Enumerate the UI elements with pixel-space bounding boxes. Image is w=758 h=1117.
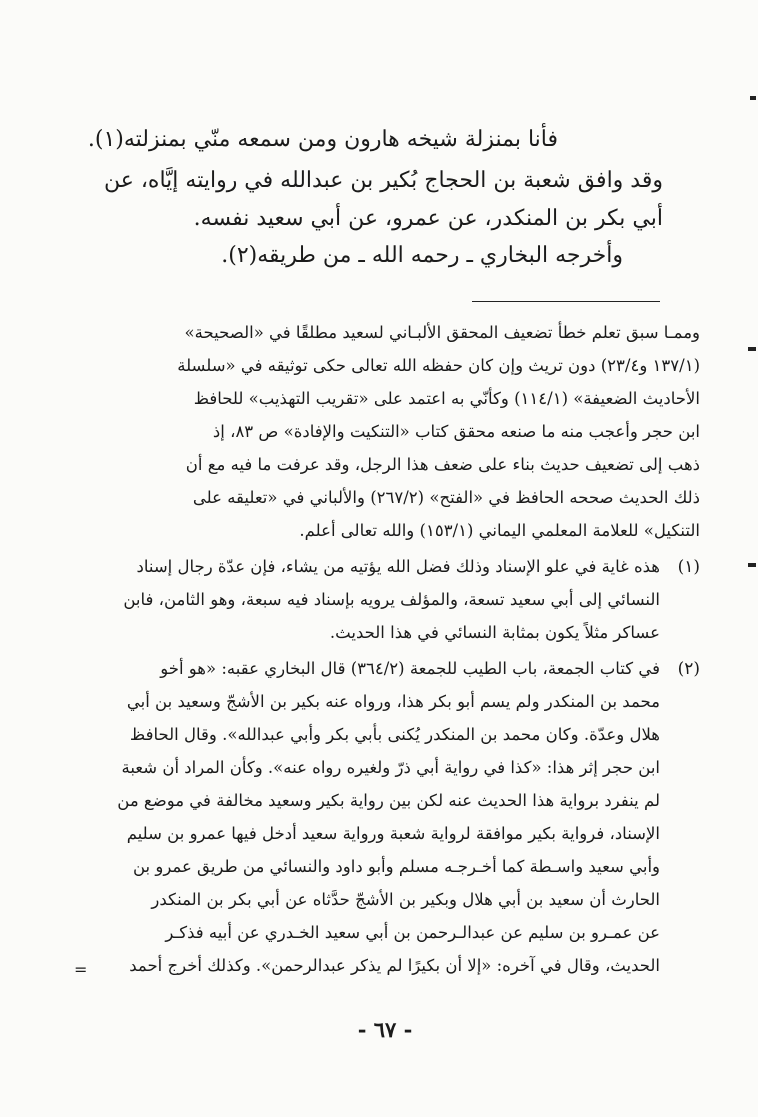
continued-note-line: ذهب إلى تضعيف حديث بناء على ضعف هذا الرجل، وقد عرفت ما فيه مع أن xyxy=(185,455,700,474)
main-text-line: فأنا بمنزلة شيخه هارون ومن سمعه منّي بمنزلته(١). xyxy=(87,127,558,152)
footnote-separator xyxy=(472,301,660,302)
footnote-line: محمد بن المنكدر ولم يسم أبو بكر هذا، ورواه عنه بكير بن الأشجّ وسعيد بن أبي xyxy=(126,692,660,711)
scan-mark xyxy=(750,96,756,100)
footnote-line: الحارث أن سعيد بن أبي هلال وبكير بن الأشجّ حدَّثاه عن أبي بكر بن المنكدر xyxy=(151,890,660,909)
footnote-line: عساكر مثلاً يكون بمثابة النسائي في هذا الحديث. xyxy=(329,623,660,642)
continued-note-line: (١٣٧/١ و٢٣/٤) دون تريث وإن كان حفظه الله تعالى حكى توثيقه في «سلسلة xyxy=(177,356,700,375)
continued-note-line: ابن حجر وأعجب منه ما صنعه محقق كتاب «التنكيت والإفادة» ص ٨٣، إذ xyxy=(212,422,700,441)
footnote-line: ابن حجر إثر هذا: «كذا في رواية أبي ذرّ ولغيره رواه عنه». وكأن المراد أن شعبة xyxy=(121,758,660,777)
main-text-line: وقد وافق شعبة بن الحجاج بُكير بن عبدالله في روايته إيَّاه، عن xyxy=(103,168,663,193)
main-text-line: أبي بكر بن المنكدر، عن عمرو، عن أبي سعيد نفسه. xyxy=(193,206,663,231)
page-number: - ٦٧ - xyxy=(357,1017,413,1042)
footnote-line: وأبي سعيد واسـطة كما أخـرجـه مسلم وأبو داود والنسائي من طريق عمرو بن xyxy=(132,857,660,876)
footnote-number: (٢) xyxy=(677,659,700,679)
footnote-line: هذه غاية في علو الإسناد وذلك فضل الله يؤتيه من يشاء، فإن عدّة رجال إسناد xyxy=(136,557,660,576)
footnote-line: لم ينفرد برواية هذا الحديث عنه لكن بين رواية بكير وسعيد مخالفة في موضع من xyxy=(117,791,660,810)
continued-note-line: وممـا سبق تعلم خطأ تضعيف المحقق الألبـاني لسعيد مطلقًا في «الصحيحة» xyxy=(184,323,700,342)
continued-note-line: ذلك الحديث صححه الحافظ في «الفتح» (٢٦٧/٢) والألباني في «تعليقه على xyxy=(192,488,700,507)
footnote-line: هلال وعدّة. وكان محمد بن المنكدر يُكنى بأبي بكر وأبي عبدالله». وقال الحافظ xyxy=(129,725,660,744)
scan-mark xyxy=(748,347,756,351)
continued-note-line: التنكيل» للعلامة المعلمي اليماني (١٥٣/١) والله تعالى أعلم. xyxy=(299,521,700,540)
footnote-line: الإسناد، فرواية بكير موافقة لرواية شعبة ورواية سعيد أدخل فيها عمرو بن سليم xyxy=(126,824,660,843)
footnote-line: في كتاب الجمعة، باب الطيب للجمعة (٣٦٤/٢) قال البخاري عقبه: «هو أخو xyxy=(160,659,660,678)
continuation-mark: = xyxy=(74,960,88,979)
footnote-line: النسائي إلى أبي سعيد تسعة، والمؤلف يرويه بإسناد فيه سبعة، وهو الثامن، فابن xyxy=(123,590,660,609)
main-text-line: وأخرجه البخاري ـ رحمه الله ـ من طريقه(٢). xyxy=(221,243,623,268)
footnote-line: الحديث، وقال في آخره: «إلا أن بكيرًا لم يذكر عبدالرحمن». وكذلك أخرج أحمد xyxy=(129,956,660,975)
scan-mark xyxy=(748,563,756,567)
continued-note-line: الأحاديث الضعيفة» (١١٤/١) وكأنّي به اعتمد على «تقريب التهذيب» للحافظ xyxy=(193,389,700,408)
footnote-line: عن عمـرو بن سليم عن عبدالـرحمن بن أبي سعيد الخـدري عن أبيه فذكـر xyxy=(165,923,660,942)
footnote-number: (١) xyxy=(677,557,700,577)
